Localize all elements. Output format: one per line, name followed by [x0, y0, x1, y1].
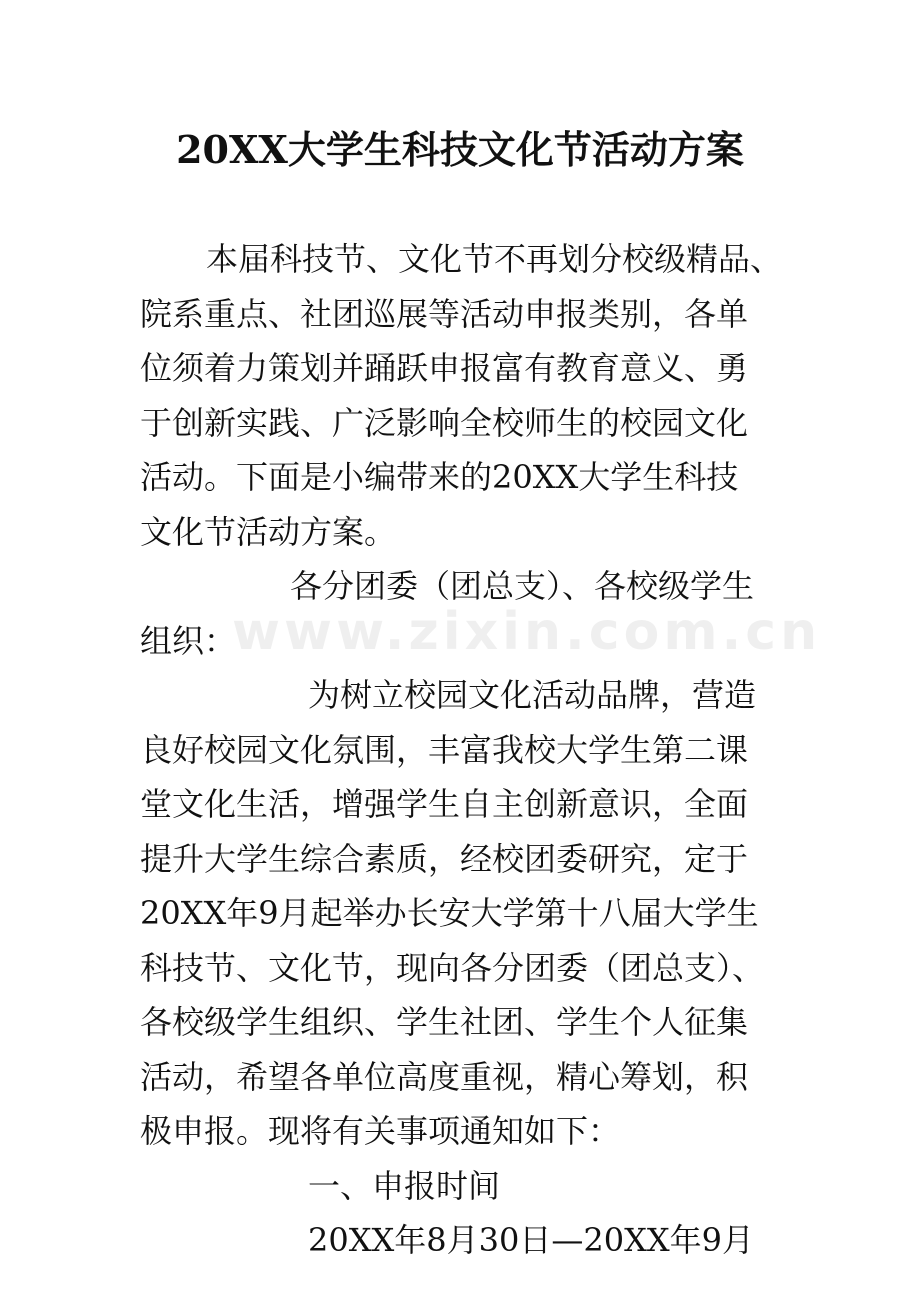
paragraph-line: 活动。下面是小编带来的20XX大学生科技	[140, 458, 739, 496]
paragraph-line: 文化节活动方案。	[140, 512, 397, 551]
paragraph-line: 提升大学生综合素质，经校团委研究，定于	[140, 839, 749, 878]
paragraph-line: 院系重点、社团巡展等活动申报类别，各单	[140, 294, 749, 333]
paragraph-line: 于创新实践、广泛影响全校师生的校园文化	[140, 403, 749, 442]
paragraph-line: 科技节、文化节，现向各分团委（团总支）、	[140, 948, 765, 987]
paragraph-line: 为树立校园文化活动品牌，营造	[308, 676, 757, 714]
paragraph-line: 活动，希望各单位高度重视，精心筹划，积	[140, 1057, 749, 1096]
paragraph-line: 组织：	[140, 621, 237, 660]
watermark: www.zixin.com.cn	[232, 602, 822, 662]
paragraph-line: 堂文化生活，增强学生自主创新意识，全面	[140, 785, 749, 823]
paragraph-line: 20XX年9月起举办长安大学第十八届大学生	[140, 894, 759, 932]
document-body	[140, 232, 820, 1268]
paragraph-line: 良好校园文化氛围，丰富我校大学生第二课	[140, 730, 749, 769]
document-title: 20XX大学生科技文化节活动方案	[176, 127, 744, 172]
paragraph-line: 极申报。现将有关事项通知如下：	[140, 1112, 621, 1150]
paragraph-line: 各分团委（团总支）、各校级学生	[290, 567, 755, 605]
paragraph-line: 各校级学生组织、学生社团、学生个人征集	[140, 1003, 749, 1041]
section-heading: 一、申报时间	[308, 1166, 501, 1205]
paragraph-line: 位须着力策划并踊跃申报富有教育意义、勇	[140, 349, 749, 387]
paragraph-line: 20XX年8月30日—20XX年9月	[308, 1221, 755, 1259]
paragraph-line: 本届科技节、文化节不再划分校级精品、	[206, 240, 783, 278]
